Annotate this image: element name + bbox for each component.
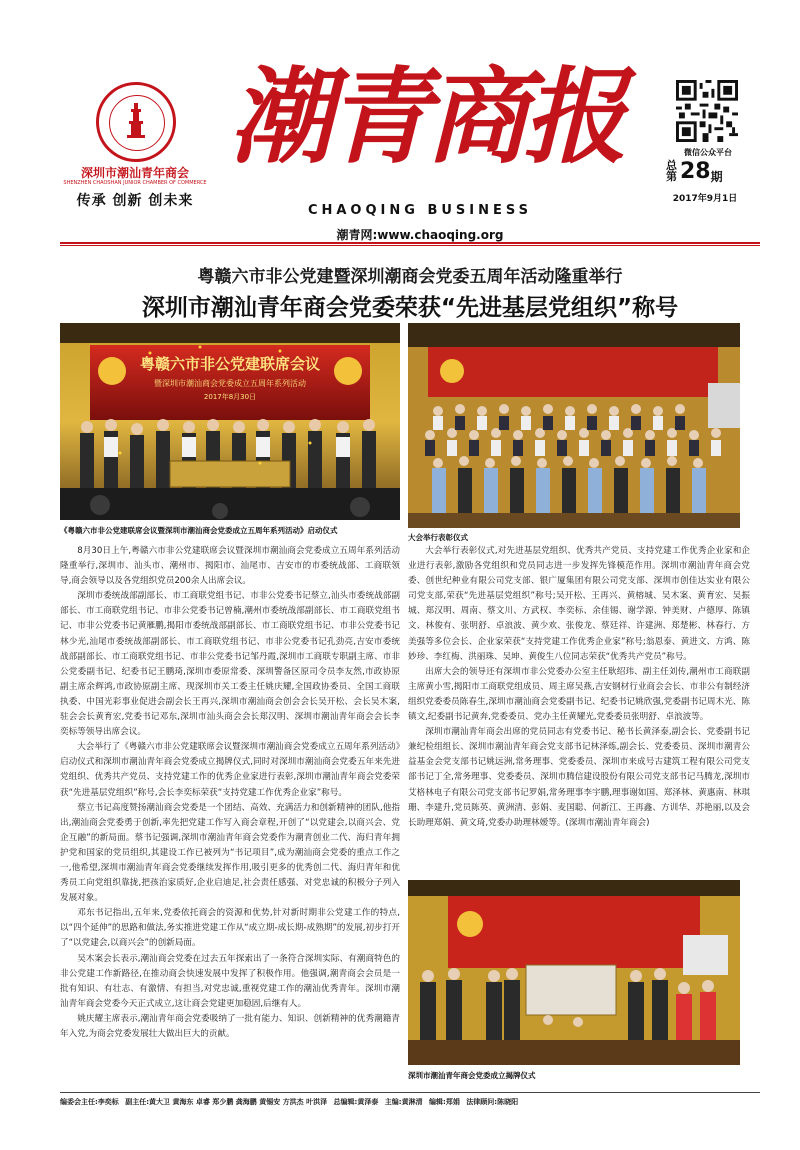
qr-caption: 微信公众平台: [684, 148, 732, 157]
footer-item: 法律顾问:陈晓阳: [466, 1098, 519, 1106]
banner-subtitle: 暨深圳市潮汕商会党委成立五周年系列活动: [154, 379, 306, 388]
main-photo-caption: 《粤赣六市非公党建联席会议暨深圳市潮汕商会党委成立五周年系列活动》启动仪式: [60, 526, 338, 535]
issue-number-value: 28: [680, 159, 711, 184]
qr-code-icon: [676, 80, 738, 142]
article-body-left: [60, 544, 400, 1084]
paragraph: 出席大会的领导还有深圳市非公党委办公室主任耿绍玮、副主任刘传,潮州市工商联副主席黄小雪,揭阳市工商联党组成员、周主席吴燕,吉安钢材行业商会会长、市非公有制经济组织党委委员陈春生,深圳市潮汕商会党委副书记、纪委书记姚欣强,党委副书记周木光、陈镇文,纪委副书记黄奔,党委委员、党办主任黄耀光,党委委员张明舒、卓浪波等。: [408, 666, 750, 723]
org-name: 深圳市潮汕青年商会: [80, 166, 189, 180]
website-link[interactable]: 潮青网:www.chaoqing.org: [336, 228, 504, 242]
banner-title: 粤赣六市非公党建联席会议: [139, 355, 321, 373]
issue-label: 总第: [666, 159, 677, 183]
footer-item: 编辑:郑娟: [429, 1098, 460, 1106]
paragraph: 大会举行表彰仪式,对先进基层党组织、优秀共产党员、支持党建工作优秀企业家和企业进行表彰,激励各党组织和党员同志进一步发挥先锋模范作用。深圳市潮汕青年商会党委、创世纪种业有限公司党支部、银广厦集团有限公司党支部、深圳市创佳达实业有限公司党支部,荣获“先进基层党组织”称号;吴开松、王再兴、黄榕城、吴木案、黄育宏、吴振城、郑汉明、周南、蔡文川、方武权、李奕标、余佳锡、谢学源、钟美财、卢德厚、陈镇文、林俊有、张明舒、卓浪波、黄少欢、张俊龙、蔡廷祥、许建洲、郑楚彬、林春行、方美强等多位会长、企业家荣获“支持党建工作优秀企业家”称号;翁恩泰、黄进文、方鸿、陈妙珍、李红梅、洪丽珠、吴坤、黄俊生八位同志荣获“优秀共产党员”称号。: [408, 546, 750, 662]
footer-item: 总编辑:黄泽泰: [333, 1098, 379, 1106]
paragraph: 姚庆耀主席表示,潮汕青年商会党委吸纳了一批有能力、知识、创新精神的优秀潮籍青年入党,为商会党委发展壮大做出巨大的贡献。: [60, 1013, 400, 1039]
org-name-en: SHENZHEN CHAOSHAN JUNIOR CHAMBER OF COMMERCE: [63, 180, 207, 186]
masthead-title: 潮青商报: [228, 55, 621, 178]
paragraph: 深圳市委统战部副部长、市工商联党组书记、市非公党委书记蔡立,汕头市委统战部副部长、市工商联党组书记、市非公党委书记曾楠,潮州市委统战部副部长、市工商联党组书记、市非公党委书记黄雁鹏,揭阳市委统战部副部长、市工商联党组书记、市非公党委书记林少光,汕尾市委统战部副部长、市工商联党组书记、市非公党委书记孔劲亮,吉安市委统战部副部长、市工商联党组书记、市非公党委书记邹丹霞,深圳市工商联专职副主席、市非公党委副书记、纪委书记王鹏琦,深圳市委原常委、深圳警备区原司令员李友然,市政协原副主席余辉鸿,市政协原副主席、现深圳市关工委主任姚庆耀,全国政协委员、全国工商联执委、中国光彩事业促进会副会长王再兴,深圳市潮汕商会创会会长吴开松、会长吴木案,驻会会长黄育宏,党委书记邓东,深圳市汕头商会会长郑汉明、深圳市潮汕青年商会会长李奕标等领导出席会议。: [60, 591, 400, 738]
footer-item: 编委会主任:李奕标: [60, 1098, 119, 1106]
group-photo: [408, 323, 740, 528]
org-logo: [96, 82, 176, 162]
unveiling-photo-caption: 深圳市潮汕青年商会党委成立揭牌仪式: [408, 1071, 536, 1080]
article-body-right: [408, 544, 750, 874]
org-slogan: 传承 创新 创未来: [76, 193, 194, 209]
paragraph: 大会举行了《粤赣六市非公党建联席会议暨深圳市潮汕商会党委成立五周年系列活动》启动仪式和深圳市潮汕青年商会党委成立揭牌仪式,同时对深圳市潮汕商会党委五年来先进党组织、优秀共产党员、支持党建工作的优秀企业家进行表彰,深圳市潮汕青年商会党委荣获“先进基层党组织”称号,会长李奕标荣获“支持党建工作优秀企业家”称号。: [60, 742, 400, 798]
masthead-title-en: CHAOQING BUSINESS: [307, 203, 533, 218]
tower-icon: [127, 101, 145, 139]
issue-date: 2017年9月1日: [672, 194, 738, 204]
unveiling-photo: [408, 880, 740, 1065]
masthead-divider: [60, 242, 760, 244]
issue-unit: 期: [710, 170, 723, 184]
footer-item: 副主任:黄大卫 黄海东 卓睿 郑少鹏 龚海鹏 黄锡安 方洪杰 叶洪泽: [125, 1098, 328, 1106]
paragraph: 邓东书记指出,五年来,党委依托商会的资源和优势,针对新时期非公党建工作的特点,以“四个延伸”的思路和做法,务实推进党建工作从“成立期-成长期-成熟期”的发展,初步打开了“以党建会,以商兴会”的创新局面。: [60, 908, 400, 949]
masthead-divider-thin: [60, 245, 760, 246]
article-headline: 深圳市潮汕青年商会党委荣获“先进基层党组织”称号: [141, 295, 679, 321]
main-photo: [60, 323, 400, 520]
group-photo-caption: 大会举行表彰仪式: [408, 533, 468, 542]
paragraph: 深圳市潮汕青年商会出席的党员同志有党委书记、秘书长黄泽泰,副会长、党委副书记兼纪检组组长、深圳市潮汕青年商会党支部书记林泽炼,副会长、党委委员、深圳市潮青公益基金会党支部书记姚远洲,常务理事、党委委员、深圳市来成号古建筑工程有限公司党支部书记丁全,常务理事、党委委员、深圳市腾信建设股份有限公司党支部书记马腾龙,深圳市艾格林电子有限公司党支部书记罗娟,常务理事李宇鹏,理事谢如国、郑泽林、黄惠南、林琪珊、李建升,党员陈英、黄洲清、彭娟、麦国聪、何新江、王再鑫、方训华、苏艳丽,以及会长助理郑娟、黄文琦,党委办助理林嫒等。(深圳市潮汕青年商会): [408, 727, 750, 828]
paragraph: 8月30日上午,粤赣六市非公党建联席会议暨深圳市潮汕商会党委成立五周年系列活动隆重举行,深圳市、汕头市、潮州市、揭阳市、汕尾市、吉安市的市委统战部、工商联领导,商会领导以及各党组织党员200余人出席会议。: [60, 546, 400, 587]
article-subhead: 粤赣六市非公党建暨深圳潮商会党委五周年活动隆重举行: [197, 267, 623, 287]
paragraph: 蔡立书记高度赞扬潮汕商会党委是一个团结、高效、充满活力和创新精神的团队,他指出,潮汕商会党委勇于创新,率先把党建工作写入商会章程,开创了“以党建会,以商兴会、党企互融”的新局面。蔡书记强调,深圳市潮汕青年商会党委作为潮青创业二代、海归青年拥护党和国家的党员组织,其建设工作已被列为“书记项目”,成为潮汕商会党委的重点工作之一,他希望,深圳市潮汕青年商会党委继续发挥作用,吸引更多的优秀创二代、海归青年和优秀员工向党组织靠拢,把孩治家质好,企业启迪足,社会责任感强、对党忠诚的积极分子列入发展对象。: [60, 802, 400, 904]
issue-number: [666, 160, 766, 185]
paragraph: 吴木案会长表示,潮汕商会党委在过去五年探索出了一条符合深圳实际、有潮商特色的非公党建工作新路径,在推动商会快速发展中发挥了积极作用。他强调,潮青商会会员是一批有知识、有壮志、有激情、有担当,对党忠诚,重视党建工作的潮汕优秀青年。深圳市潮汕青年商会党委今天正式成立,这让商会党建更加稳固,后继有人。: [60, 953, 400, 1009]
footer-item: 主编:黄淋清: [384, 1098, 423, 1106]
footer-divider: [60, 1092, 760, 1093]
banner-date: 2017年8月30日: [203, 393, 257, 401]
footer-credits: [60, 1097, 760, 1107]
